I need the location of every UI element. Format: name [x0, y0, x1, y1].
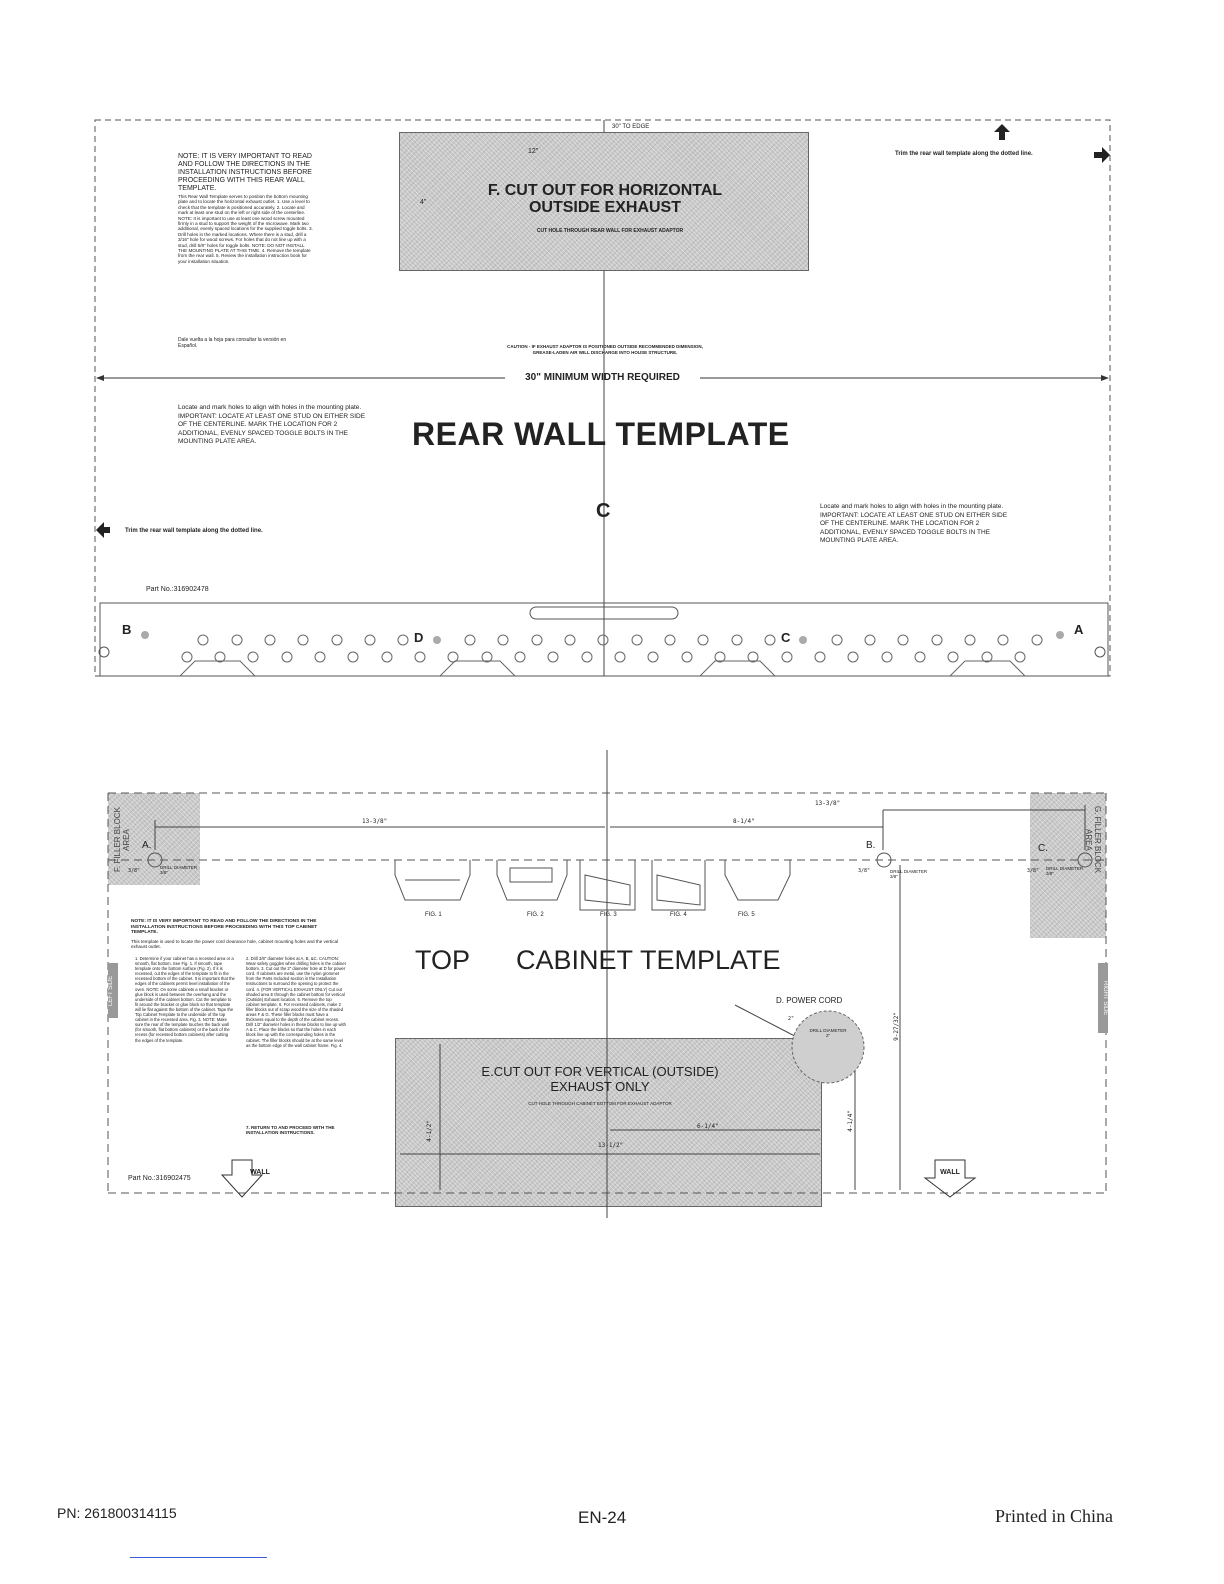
dim-9-27-32: 9-27/32": [893, 1012, 900, 1041]
top-note-intro: This template is used to locate the power cord clearance hole, cabinet mounting holes and the vertical exhaust outlet.: [131, 939, 339, 950]
drill-d-label: DRILL DIAMETER 2": [809, 1028, 847, 1038]
dim-13-1-2: 13-1/2": [598, 1142, 624, 1149]
wall-label-right: WALL: [940, 1169, 960, 1176]
footer-page-number: EN-24: [578, 1508, 627, 1527]
plate-label-c: C: [781, 630, 791, 645]
vertical-cutout-title-1: E.CUT OUT FOR VERTICAL (OUTSIDE): [481, 1064, 719, 1079]
footer-rule: [130, 1557, 267, 1558]
rear-note-heading: NOTE: IT IS VERY IMPORTANT TO READ AND FOLLOW THE DIRECTIONS IN THE INSTALLATION INSTRUCTIONS BEFORE PROCEEDING WITH THIS REAR WALL TEMPLATE.: [178, 153, 312, 192]
fig-label-2: FIG. 2: [527, 912, 544, 918]
filler-block-left-label: F. FILLER BLOCK AREA: [113, 807, 131, 873]
drill-c-label: DRILL DIAMETER 3/8": [1046, 866, 1084, 876]
drill-b-label: DRILL DIAMETER 3/8": [890, 869, 928, 879]
spanish-note: Dale vuelta a la hoja para consultar la versión en Español.: [178, 337, 287, 349]
minimum-width-label: 30" MINIMUM WIDTH REQUIRED: [525, 372, 680, 383]
top-cabinet-title-cabinet: CABINET: [516, 945, 634, 975]
hole-label-a: A.: [142, 840, 152, 851]
left-side-tab: LEFT SIDE: [108, 975, 114, 1006]
dim-top-right: 13-3/8": [815, 800, 841, 807]
horizontal-cutout-subtitle: CUT HOLE THROUGH REAR WALL FOR EXHAUST ADAPTOR: [536, 228, 684, 234]
top-cabinet-title-top: TOP: [415, 945, 471, 975]
top-instructions-col1: 1. Determine if your cabinet has a recessed area or a smooth, flat bottom. See Fig. 1. If smooth, tape template onto the bottom surface (Fig. 2). If it is recessed, cut the edges of the template to fit in the recessed bottom of the cabinet. It is important that the edges of the cabinets permit level installation of the oven. NOTE: On some cabinets a small bracket or glue block is used between the overhang and the underside of the cabinet bottom. Cut the template to fit around the bracket or glue block so that template will lie flat against the bottom of the cabinet. Tape the Top Cabinet Template to the underside of the top cabinet in the recessed area, Fig. 3. NOTE: Make sure the rear of the template touches the back wall (for smooth, flat bottom cabinets) or the back of the recess (for recessed bottom cabinets) after cutting the edges of the template.: [135, 956, 235, 1043]
top-instructions-col2: 2. Drill 3/8" diameter holes at A, B, &C. CAUTION: Wear safety goggles when drilling holes in the cabinet bottom. 3. Cut out the 2" diameter hole at D for power cord. If cabinets are metal, use the nylon grommet from the Parts Included section in the Installation Instructions to surround the opening to protect the cord. 4. (FOR VERTICAL EXHAUST ONLY) Cut out shaded area E through the cabinet bottom for vertical (Outside) Exhaust location. 5. Remove the top cabinet template. 6. For recessed cabinets, make 2 filler blocks out of scrap wood the size of the shaded areas F & G. These filler blocks must have a thickness equal to the depth of the cabinet recess. Drill 1/2" diameter holes in these blocks to line up with A & C. Place the blocks so that the holes in each block line up with the corresponding holes in the cabinet. The filler blocks should be at the same level as the bottom edge of the wall cabinet frame. Fig. 4.: [246, 956, 346, 1048]
locate-holes-right: Locate and mark holes to align with holes in the mounting plate. IMPORTANT: LOCATE AT LEAST ONE STUD ON EITHER SIDE OF THE CENTERLINE. MARK THE LOCATION FOR 2 ADDITIONAL, EVENLY SPACED TOGGLE BOLTS IN THE MOUNTING PLATE AREA.: [820, 503, 1008, 544]
horizontal-cutout-title-2: OUTSIDE EXHAUST: [528, 199, 681, 216]
cut-width-dimension: 12": [528, 148, 539, 155]
wall-label-left: WALL: [250, 1169, 270, 1176]
plate-label-b: B: [122, 622, 132, 637]
drill-a-label: DRILL DIAMETER 3/8": [160, 865, 198, 875]
dim-6-1-4: 6-1/4": [697, 1123, 719, 1130]
cut-height-dimension: 4": [420, 199, 427, 206]
fig-label-3: FIG. 3: [600, 912, 617, 918]
vertical-cutout-subtitle: CUT HOLE THROUGH CABINET BOTTOM FOR EXHAUST ADAPTOR: [528, 1101, 672, 1106]
right-side-tab: RIGHT SIDE: [1102, 980, 1108, 1016]
dim-4-1-4: 4-1/4": [847, 1110, 854, 1132]
horizontal-cutout-title-1: F. CUT OUT FOR HORIZONTAL: [487, 182, 723, 199]
fig-label-1: FIG. 1: [425, 912, 442, 918]
fig-label-4: FIG. 4: [670, 912, 687, 918]
filler-block-right-label: G. FILLER BLOCK AREA: [1084, 806, 1102, 874]
dim-3-8-c: 3/8": [1027, 868, 1040, 874]
edge-label: 30" TO EDGE: [612, 124, 650, 130]
fig-label-5: FIG. 5: [738, 912, 755, 918]
centerline-label: C: [596, 500, 611, 522]
rear-part-number: Part No.:316902478: [146, 586, 209, 593]
dim-left: 13-3/8": [362, 818, 388, 825]
trim-instruction-right: Trim the rear wall template along the dotted line.: [895, 151, 1033, 157]
footer-part-number: PN: 261800314115: [57, 1505, 177, 1521]
rear-wall-title: REAR WALL TEMPLATE: [412, 416, 790, 452]
dim-3-8-b: 3/8": [858, 868, 871, 874]
trim-instruction-left: Trim the rear wall template along the dotted line.: [125, 528, 263, 534]
dim-mid: 8-1/4": [733, 818, 755, 825]
plate-label-a: A: [1074, 622, 1084, 637]
locate-holes-left: Locate and mark holes to align with holes in the mounting plate. IMPORTANT: LOCATE AT LEAST ONE STUD ON EITHER SIDE OF THE CENTERLINE. MARK THE LOCATION FOR 2 ADDITIONAL, EVENLY SPACED TOGGLE BOLTS IN THE MOUNTING PLATE AREA.: [178, 404, 366, 445]
plate-label-d: D: [414, 630, 424, 645]
vertical-cutout-title-2: EXHAUST ONLY: [550, 1079, 650, 1094]
return-instructions: 7. RETURN TO AND PROCEED WITH THE INSTALLATION INSTRUCTIONS.: [246, 1125, 335, 1136]
hole-label-b: B.: [866, 840, 876, 851]
top-note-heading: NOTE: IT IS VERY IMPORTANT TO READ AND FOLLOW THE DIRECTIONS IN THE INSTALLATION INSTRUCTIONS BEFORE PROCEEDING WITH THIS TOP CABINET TEMPLATE.: [131, 919, 318, 936]
top-part-number: Part No.:316902475: [128, 1175, 191, 1182]
dim-3-8-a: 3/8": [128, 868, 141, 874]
hole-label-c: C.: [1038, 843, 1048, 854]
caution-note: CAUTION - IF EXHAUST ADAPTOR IS POSITIONED OUTSIDE RECOMMENDED DIMENSION, GREASE-LADEN AIR WILL DISCHARGE INTO HOUSE STRUCTURE.: [507, 344, 703, 355]
top-cabinet-title-template: TEMPLATE: [640, 945, 781, 975]
mounting-plate-holes: [0, 625, 1224, 685]
rear-note-instructions: This Rear Wall Template serves to position the bottom mounting plate and to locate the horizontal exhaust outlet. 1. Use a level to check that the template is positioned accurately. 2. Locate and mark at least one stud on the left or right side of the centerline. NOTE: It is important to use at least one wood screw mounted firmly in a stud to support the weight of the microwave. Mark two additional, evenly spaced locations for the supplied toggle bolts. 3. Drill holes in the marked locations. Where there is a stud, drill a 3/16" hole for wood screws. For holes that do not line up with a stud, drill 5/8" holes for toggle bolts. NOTE: DO NOT INSTALL THE MOUNTING PLATE AT THIS TIME. 4. Remove the template from the rear wall. 5. Review the installation instruction book for your installation situation.: [178, 194, 313, 264]
power-cord-label: D. POWER CORD: [776, 996, 843, 1005]
dim-4-1-2: 4-1/2": [426, 1120, 433, 1142]
footer-printed-in: Printed in China: [995, 1506, 1113, 1526]
dim-2: 2": [788, 1016, 795, 1022]
